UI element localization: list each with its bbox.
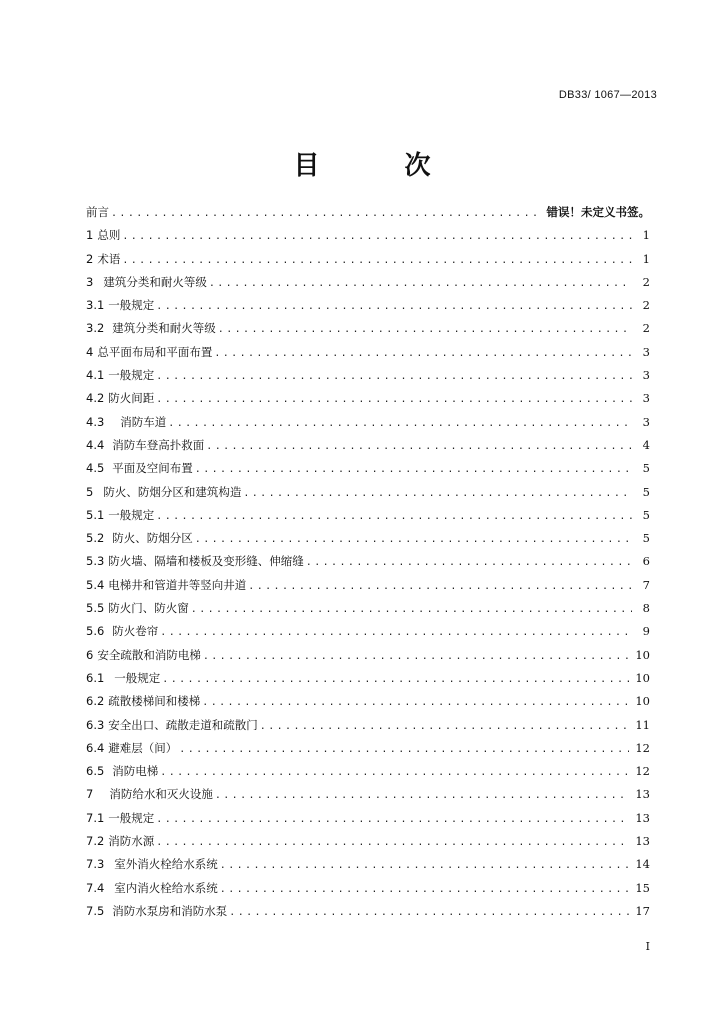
toc-entry-text: 一般规定 bbox=[108, 368, 155, 383]
toc-entry-text: 消防车登高扑救面 bbox=[112, 437, 205, 452]
toc-entry-label bbox=[86, 460, 193, 476]
toc-entry-number: 3.1 bbox=[86, 298, 105, 313]
toc-entry-number: 6.5 bbox=[86, 764, 105, 779]
toc-entry-number: 7.3 bbox=[86, 857, 105, 872]
toc-entry[interactable] bbox=[86, 484, 650, 507]
toc-entry-label bbox=[86, 833, 154, 849]
toc-leader-dots bbox=[168, 418, 632, 429]
toc-entry[interactable] bbox=[86, 553, 650, 576]
toc-entry[interactable] bbox=[86, 670, 650, 693]
toc-entry-text: 消防车道 bbox=[120, 414, 167, 429]
toc-entry-number: 5 bbox=[86, 484, 94, 499]
toc-entry[interactable] bbox=[86, 297, 650, 320]
toc-entry-text: 总则 bbox=[97, 228, 121, 243]
toc-entry[interactable] bbox=[86, 390, 650, 413]
toc-entry-page: 2 bbox=[642, 274, 650, 289]
toc-entry-text: 消防水泵房和消防水泵 bbox=[112, 903, 228, 918]
toc-entry[interactable] bbox=[86, 880, 650, 903]
toc-leader-dots bbox=[156, 511, 632, 522]
table-of-contents bbox=[86, 204, 650, 926]
toc-entry[interactable] bbox=[86, 344, 650, 367]
toc-entry-text: 建筑分类和耐火等级 bbox=[112, 321, 216, 336]
toc-leader-dots bbox=[122, 255, 632, 266]
toc-entry-text: 建筑分类和耐火等级 bbox=[103, 274, 207, 289]
toc-entry-number: 5.5 bbox=[86, 601, 105, 616]
toc-entry-label bbox=[86, 600, 189, 616]
toc-entry-label bbox=[86, 367, 154, 383]
toc-entry-label bbox=[86, 810, 154, 826]
toc-entry-page: 3 bbox=[642, 368, 650, 383]
toc-entry-text: 消防水源 bbox=[108, 834, 155, 849]
toc-entry-text: 防火、防烟分区和建筑构造 bbox=[103, 484, 242, 499]
toc-entry[interactable] bbox=[86, 251, 650, 274]
standard-code: DB33/ 1067—2013 bbox=[558, 89, 657, 101]
toc-entry-page: 11 bbox=[635, 717, 650, 732]
toc-entry-label bbox=[86, 786, 213, 802]
toc-entry[interactable] bbox=[86, 320, 650, 343]
toc-entry[interactable] bbox=[86, 367, 650, 390]
toc-entry[interactable] bbox=[86, 460, 650, 483]
toc-leader-dots bbox=[191, 604, 632, 615]
toc-entry-page: 7 bbox=[642, 577, 650, 592]
toc-entry-number: 6.2 bbox=[86, 694, 105, 709]
toc-entry[interactable] bbox=[86, 530, 650, 553]
toc-leader-dots bbox=[122, 231, 632, 242]
toc-entry-text: 一般规定 bbox=[108, 298, 155, 313]
toc-entry-label bbox=[86, 274, 207, 290]
toc-entry-page: 5 bbox=[642, 507, 650, 522]
toc-entry-page: 9 bbox=[642, 624, 650, 639]
toc-entry[interactable] bbox=[86, 763, 650, 786]
toc-entry-page: 6 bbox=[642, 554, 650, 569]
toc-entry-number: 7 bbox=[86, 787, 94, 802]
toc-leader-dots bbox=[195, 464, 632, 475]
toc-leader-dots bbox=[156, 301, 632, 312]
toc-entry-text: 防火墙、隔墙和楼板及变形缝、伸缩缝 bbox=[108, 554, 304, 569]
toc-entry-page: 17 bbox=[635, 903, 650, 918]
toc-entry-number: 6.4 bbox=[86, 740, 105, 755]
toc-leader-dots bbox=[206, 441, 632, 452]
toc-entry-label bbox=[86, 320, 216, 336]
toc-entry-text: 术语 bbox=[97, 251, 121, 266]
toc-entry-label bbox=[86, 763, 158, 779]
toc-entry[interactable] bbox=[86, 437, 650, 460]
toc-entry-label bbox=[86, 251, 120, 267]
toc-entry-text: 防火卷帘 bbox=[112, 624, 159, 639]
toc-entry-text: 室内消火栓给水系统 bbox=[114, 880, 218, 895]
toc-entry-number: 5.2 bbox=[86, 531, 105, 546]
toc-entry-text: 总平面布局和平面布置 bbox=[97, 344, 213, 359]
toc-entry-number: 4.1 bbox=[86, 368, 105, 383]
toc-entry-number: 4.3 bbox=[86, 414, 105, 429]
toc-entry-label bbox=[86, 204, 109, 220]
toc-entry-number: 6.3 bbox=[86, 717, 105, 732]
toc-entry-number: 4 bbox=[86, 344, 94, 359]
toc-entry-number: 4.4 bbox=[86, 437, 105, 452]
toc-entry-page: 2 bbox=[642, 298, 650, 313]
toc-entry-number: 3.2 bbox=[86, 321, 105, 336]
toc-entry-number: 6.1 bbox=[86, 670, 105, 685]
toc-entry[interactable] bbox=[86, 693, 650, 716]
toc-entry-page: 2 bbox=[642, 321, 650, 336]
page-number: I bbox=[645, 940, 650, 953]
toc-entry[interactable] bbox=[86, 810, 650, 833]
toc-entry[interactable] bbox=[86, 600, 650, 623]
toc-entry-text: 电梯井和管道井等竖向井道 bbox=[108, 577, 247, 592]
toc-entry[interactable] bbox=[86, 274, 650, 297]
toc-entry-label bbox=[86, 484, 241, 500]
toc-entry[interactable] bbox=[86, 204, 650, 227]
toc-leader-dots bbox=[306, 557, 632, 568]
toc-leader-dots bbox=[209, 278, 632, 289]
toc-entry[interactable] bbox=[86, 414, 650, 437]
toc-entry-label bbox=[86, 507, 154, 523]
toc-entry-text: 一般规定 bbox=[108, 810, 155, 825]
toc-entry-number: 5.1 bbox=[86, 507, 105, 522]
toc-entry[interactable] bbox=[86, 227, 650, 250]
toc-entry-page: 13 bbox=[635, 810, 650, 825]
toc-entry-text: 防火门、防火窗 bbox=[108, 601, 189, 616]
toc-entry-text: 消防电梯 bbox=[112, 764, 159, 779]
toc-entry-page: 错误！未定义书签。 bbox=[546, 205, 650, 219]
toc-entry-label bbox=[86, 227, 120, 243]
toc-entry-label bbox=[86, 693, 200, 709]
toc-entry-label bbox=[86, 437, 204, 453]
toc-entry-label bbox=[86, 530, 193, 546]
toc-entry-label bbox=[86, 856, 218, 872]
toc-leader-dots bbox=[218, 324, 632, 335]
toc-entry-label bbox=[86, 670, 160, 686]
toc-entry[interactable] bbox=[86, 740, 650, 763]
toc-entry-label bbox=[86, 903, 227, 919]
toc-leader-dots bbox=[202, 697, 629, 708]
toc-entry-text: 防火、防烟分区 bbox=[112, 531, 193, 546]
toc-entry-text: 安全出口、疏散走道和疏散门 bbox=[108, 717, 258, 732]
toc-entry-text: 室外消火栓给水系统 bbox=[114, 857, 218, 872]
toc-entry-label bbox=[86, 553, 304, 569]
toc-entry-number: 7.2 bbox=[86, 834, 105, 849]
toc-entry-label bbox=[86, 390, 154, 406]
toc-entry-number: 7.4 bbox=[86, 880, 105, 895]
toc-entry-text: 安全疏散和消防电梯 bbox=[97, 647, 201, 662]
toc-entry-number: 4.2 bbox=[86, 391, 105, 406]
toc-entry-text: 疏散楼梯间和楼梯 bbox=[108, 694, 201, 709]
toc-entry-page: 8 bbox=[642, 601, 650, 616]
toc-leader-dots bbox=[215, 790, 630, 801]
toc-leader-dots bbox=[220, 860, 630, 871]
toc-leader-dots bbox=[156, 371, 632, 382]
toc-entry-page: 10 bbox=[635, 694, 650, 709]
toc-leader-dots bbox=[243, 488, 632, 499]
toc-entry-page: 13 bbox=[635, 834, 650, 849]
toc-entry-text: 防火间距 bbox=[108, 391, 155, 406]
toc-entry-text: 平面及空间布置 bbox=[112, 461, 193, 476]
toc-entry-page: 12 bbox=[635, 740, 650, 755]
toc-entry-page: 13 bbox=[635, 787, 650, 802]
toc-entry[interactable] bbox=[86, 507, 650, 530]
toc-entry-number: 5.6 bbox=[86, 624, 105, 639]
toc-leader-dots bbox=[179, 744, 629, 755]
toc-entry-number: 5.3 bbox=[86, 554, 105, 569]
toc-leader-dots bbox=[156, 394, 632, 405]
toc-entry-number: 7.5 bbox=[86, 903, 105, 918]
toc-entry-text: 前言 bbox=[86, 205, 109, 219]
toc-leader-dots bbox=[248, 581, 632, 592]
toc-entry-page: 10 bbox=[635, 647, 650, 662]
toc-entry[interactable] bbox=[86, 717, 650, 740]
toc-entry-page: 5 bbox=[642, 461, 650, 476]
toc-entry-text: 一般规定 bbox=[114, 670, 161, 685]
toc-leader-dots bbox=[160, 767, 629, 778]
toc-entry-page: 1 bbox=[642, 251, 650, 266]
toc-entry-number: 4.5 bbox=[86, 461, 105, 476]
toc-entry-text: 一般规定 bbox=[108, 507, 155, 522]
toc-entry-text: 消防给水和灭火设施 bbox=[109, 787, 213, 802]
toc-entry-page: 3 bbox=[642, 414, 650, 429]
toc-entry[interactable] bbox=[86, 786, 650, 809]
toc-leader-dots bbox=[214, 348, 632, 359]
toc-entry-page: 14 bbox=[635, 857, 650, 872]
toc-entry-label bbox=[86, 880, 218, 896]
toc-leader-dots bbox=[220, 884, 630, 895]
toc-leader-dots bbox=[111, 208, 541, 219]
toc-entry-page: 15 bbox=[635, 880, 650, 895]
toc-entry-label bbox=[86, 414, 166, 430]
toc-entry[interactable] bbox=[86, 623, 650, 646]
toc-leader-dots bbox=[156, 837, 629, 848]
toc-leader-dots bbox=[195, 534, 632, 545]
toc-entry-label bbox=[86, 297, 154, 313]
toc-entry-page: 4 bbox=[642, 437, 650, 452]
toc-entry-number: 3 bbox=[86, 274, 94, 289]
toc-entry-page: 1 bbox=[642, 228, 650, 243]
toc-entry-number: 7.1 bbox=[86, 810, 105, 825]
toc-entry-page: 10 bbox=[635, 670, 650, 685]
page-title: 目 次 bbox=[293, 151, 469, 181]
toc-entry-label bbox=[86, 717, 258, 733]
toc-entry-page: 5 bbox=[642, 531, 650, 546]
toc-entry-number: 5.4 bbox=[86, 577, 105, 592]
toc-entry-number: 2 bbox=[86, 251, 94, 266]
toc-entry-page: 3 bbox=[642, 344, 650, 359]
toc-entry-label bbox=[86, 577, 246, 593]
toc-entry[interactable] bbox=[86, 647, 650, 670]
toc-entry[interactable] bbox=[86, 903, 650, 926]
toc-entry-text: 避难层（间） bbox=[108, 740, 178, 755]
toc-leader-dots bbox=[203, 651, 630, 662]
toc-entry[interactable] bbox=[86, 577, 650, 600]
toc-entry-number: 1 bbox=[86, 228, 94, 243]
toc-entry-page: 5 bbox=[642, 484, 650, 499]
toc-leader-dots bbox=[162, 674, 629, 685]
toc-entry[interactable] bbox=[86, 856, 650, 879]
toc-entry-label bbox=[86, 623, 158, 639]
toc-entry-label bbox=[86, 647, 201, 663]
toc-entry-number: 6 bbox=[86, 647, 94, 662]
toc-entry-label bbox=[86, 740, 177, 756]
toc-entry-label bbox=[86, 344, 212, 360]
toc-leader-dots bbox=[160, 627, 632, 638]
toc-leader-dots bbox=[260, 721, 630, 732]
toc-leader-dots bbox=[229, 907, 629, 918]
toc-entry-page: 12 bbox=[635, 764, 650, 779]
toc-entry-page: 3 bbox=[642, 391, 650, 406]
toc-leader-dots bbox=[156, 814, 629, 825]
toc-entry[interactable] bbox=[86, 833, 650, 856]
